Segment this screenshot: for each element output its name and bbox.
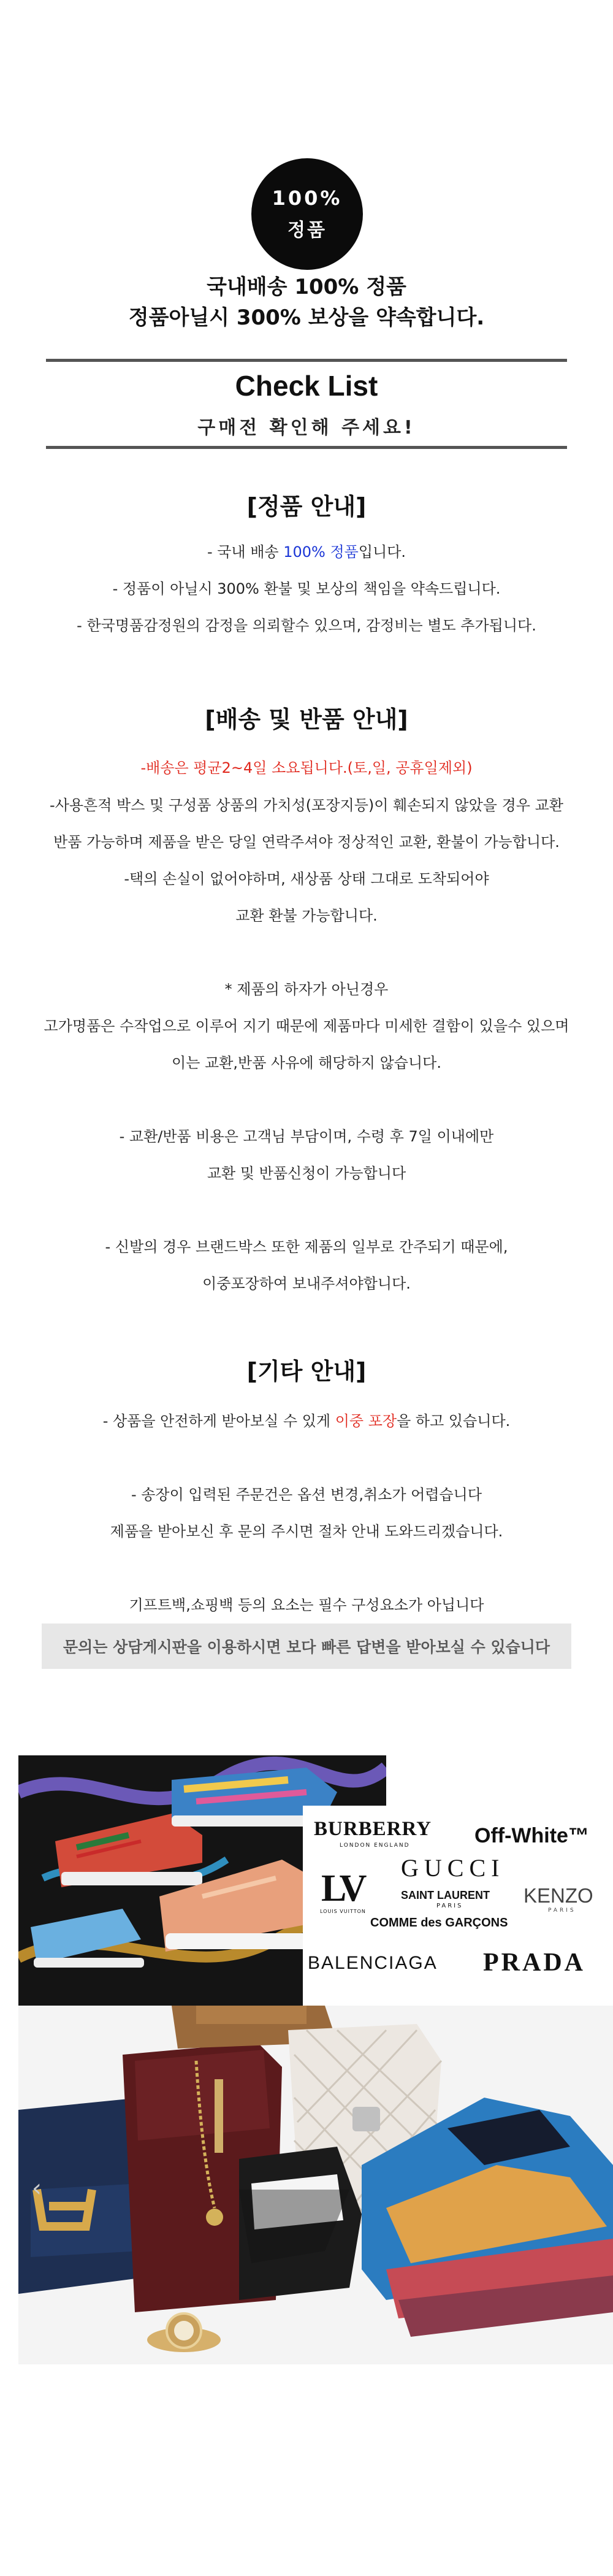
divider-bottom <box>46 446 567 449</box>
kenzo-logo: KENZO <box>524 1884 593 1907</box>
lv-text: LOUIS VUITTON <box>320 1909 366 1914</box>
carousel-prev-arrow[interactable]: ‹ <box>32 2174 42 2202</box>
genuine-highlight: 100% 정품 <box>283 543 359 561</box>
kenzo-sub: PARIS <box>548 1907 576 1914</box>
genuine-line-2: - 정품이 아닐시 300% 환불 및 보상의 책임을 약속드립니다. <box>112 580 501 597</box>
offwhite-logo: Off-White™ <box>474 1824 589 1847</box>
shipping-line-9: 교환 및 반품신청이 가능합니다 <box>207 1165 406 1182</box>
gucci-logo: GUCCI <box>401 1854 505 1882</box>
shipping-line-6: 고가명품은 수작업으로 이루어 지기 때문에 제품마다 미세한 결함이 있을수 있으며 <box>44 1018 569 1035</box>
shipping-line-2: 반품 가능하며 제품을 받은 당일 연락주셔야 정상적인 교환, 환불이 가능합니다. <box>53 834 560 851</box>
badge-label: 정품 <box>287 220 327 241</box>
prada-logo: PRADA <box>483 1949 585 1977</box>
other-line-2: - 송장이 입력된 주문건은 옵션 변경,취소가 어렵습니다 <box>131 1486 482 1503</box>
double-packing-highlight: 이중 포장 <box>335 1413 397 1430</box>
cdg-logo: COMME des GARÇONS <box>370 1916 508 1930</box>
other-line-3: 제품을 받아보신 후 문의 주시면 절차 안내 도와드리겠습니다. <box>110 1523 503 1540</box>
shipping-line-11: 이중포장하여 보내주셔야합니다. <box>202 1275 411 1292</box>
lv-monogram: LV <box>321 1868 364 1909</box>
saint-laurent-logo: SAINT LAURENT <box>401 1889 490 1901</box>
shipping-line-10: - 신발의 경우 브랜드박스 또한 제품의 일부로 간주되기 때문에, <box>105 1238 508 1255</box>
badge-percent: 100% <box>272 186 343 210</box>
burberry-sub: LONDON ENGLAND <box>340 1842 410 1849</box>
shipping-section-title: [배송 및 반품 안내] <box>205 706 408 733</box>
balenciaga-logo: BALENCIAGA <box>308 1953 438 1973</box>
shipping-line-8: - 교환/반품 비용은 고객님 부담이며, 수령 후 7일 이내에만 <box>119 1128 494 1145</box>
divider-top <box>46 359 567 362</box>
other-line-4: 기프트백,쇼핑백 등의 요소는 필수 구성요소가 아닙니다 <box>129 1597 484 1614</box>
headline-line-1: 국내배송 100% 정품 <box>207 275 406 299</box>
shipping-line-5: * 제품의 하자가 아닌경우 <box>224 981 389 998</box>
genuine-badge <box>251 158 363 270</box>
genuine-line-3: - 한국명품감정원의 감정을 의뢰할수 있으며, 감정비는 별도 추가됩니다. <box>77 617 536 634</box>
genuine-line-1: - 국내 배송 100% 정품입니다. <box>207 543 406 561</box>
shipping-duration-notice: -배송은 평균2~4일 소요됩니다.(토,일, 공휴일제외) <box>140 759 473 776</box>
shipping-line-4: 교환 환불 가능합니다. <box>235 907 378 924</box>
other-section-title: [기타 안내] <box>246 1358 367 1385</box>
checklist-title: Check List <box>235 370 378 402</box>
shipping-line-3: -택의 손실이 없어야하며, 새상품 상태 그대로 도착되어야 <box>124 870 489 887</box>
shipping-line-1: -사용흔적 박스 및 구성품 상품의 가치성(포장지등)이 훼손되지 않았을 경우 교환 <box>50 797 563 814</box>
bags-and-shoes-image <box>18 2006 613 2364</box>
shipping-line-7: 이는 교환,반품 사유에 해당하지 않습니다. <box>172 1054 441 1071</box>
checklist-subtitle: 구매전 확인해 주세요! <box>197 417 416 439</box>
saint-laurent-sub: PARIS <box>436 1903 463 1909</box>
headline-line-2: 정품아닐시 300% 보상을 약속합니다. <box>128 305 485 330</box>
brand-logos-panel <box>303 1806 613 2006</box>
genuine-section-title: [정품 안내] <box>246 493 367 520</box>
inquiry-notice: 문의는 상담게시판을 이용하시면 보다 빠른 답변을 받아보실 수 있습니다 <box>42 1623 571 1669</box>
other-line-1: - 상품을 안전하게 받아보실 수 있게 이중 포장을 하고 있습니다. <box>102 1413 511 1430</box>
burberry-logo: BURBERRY <box>314 1818 432 1840</box>
